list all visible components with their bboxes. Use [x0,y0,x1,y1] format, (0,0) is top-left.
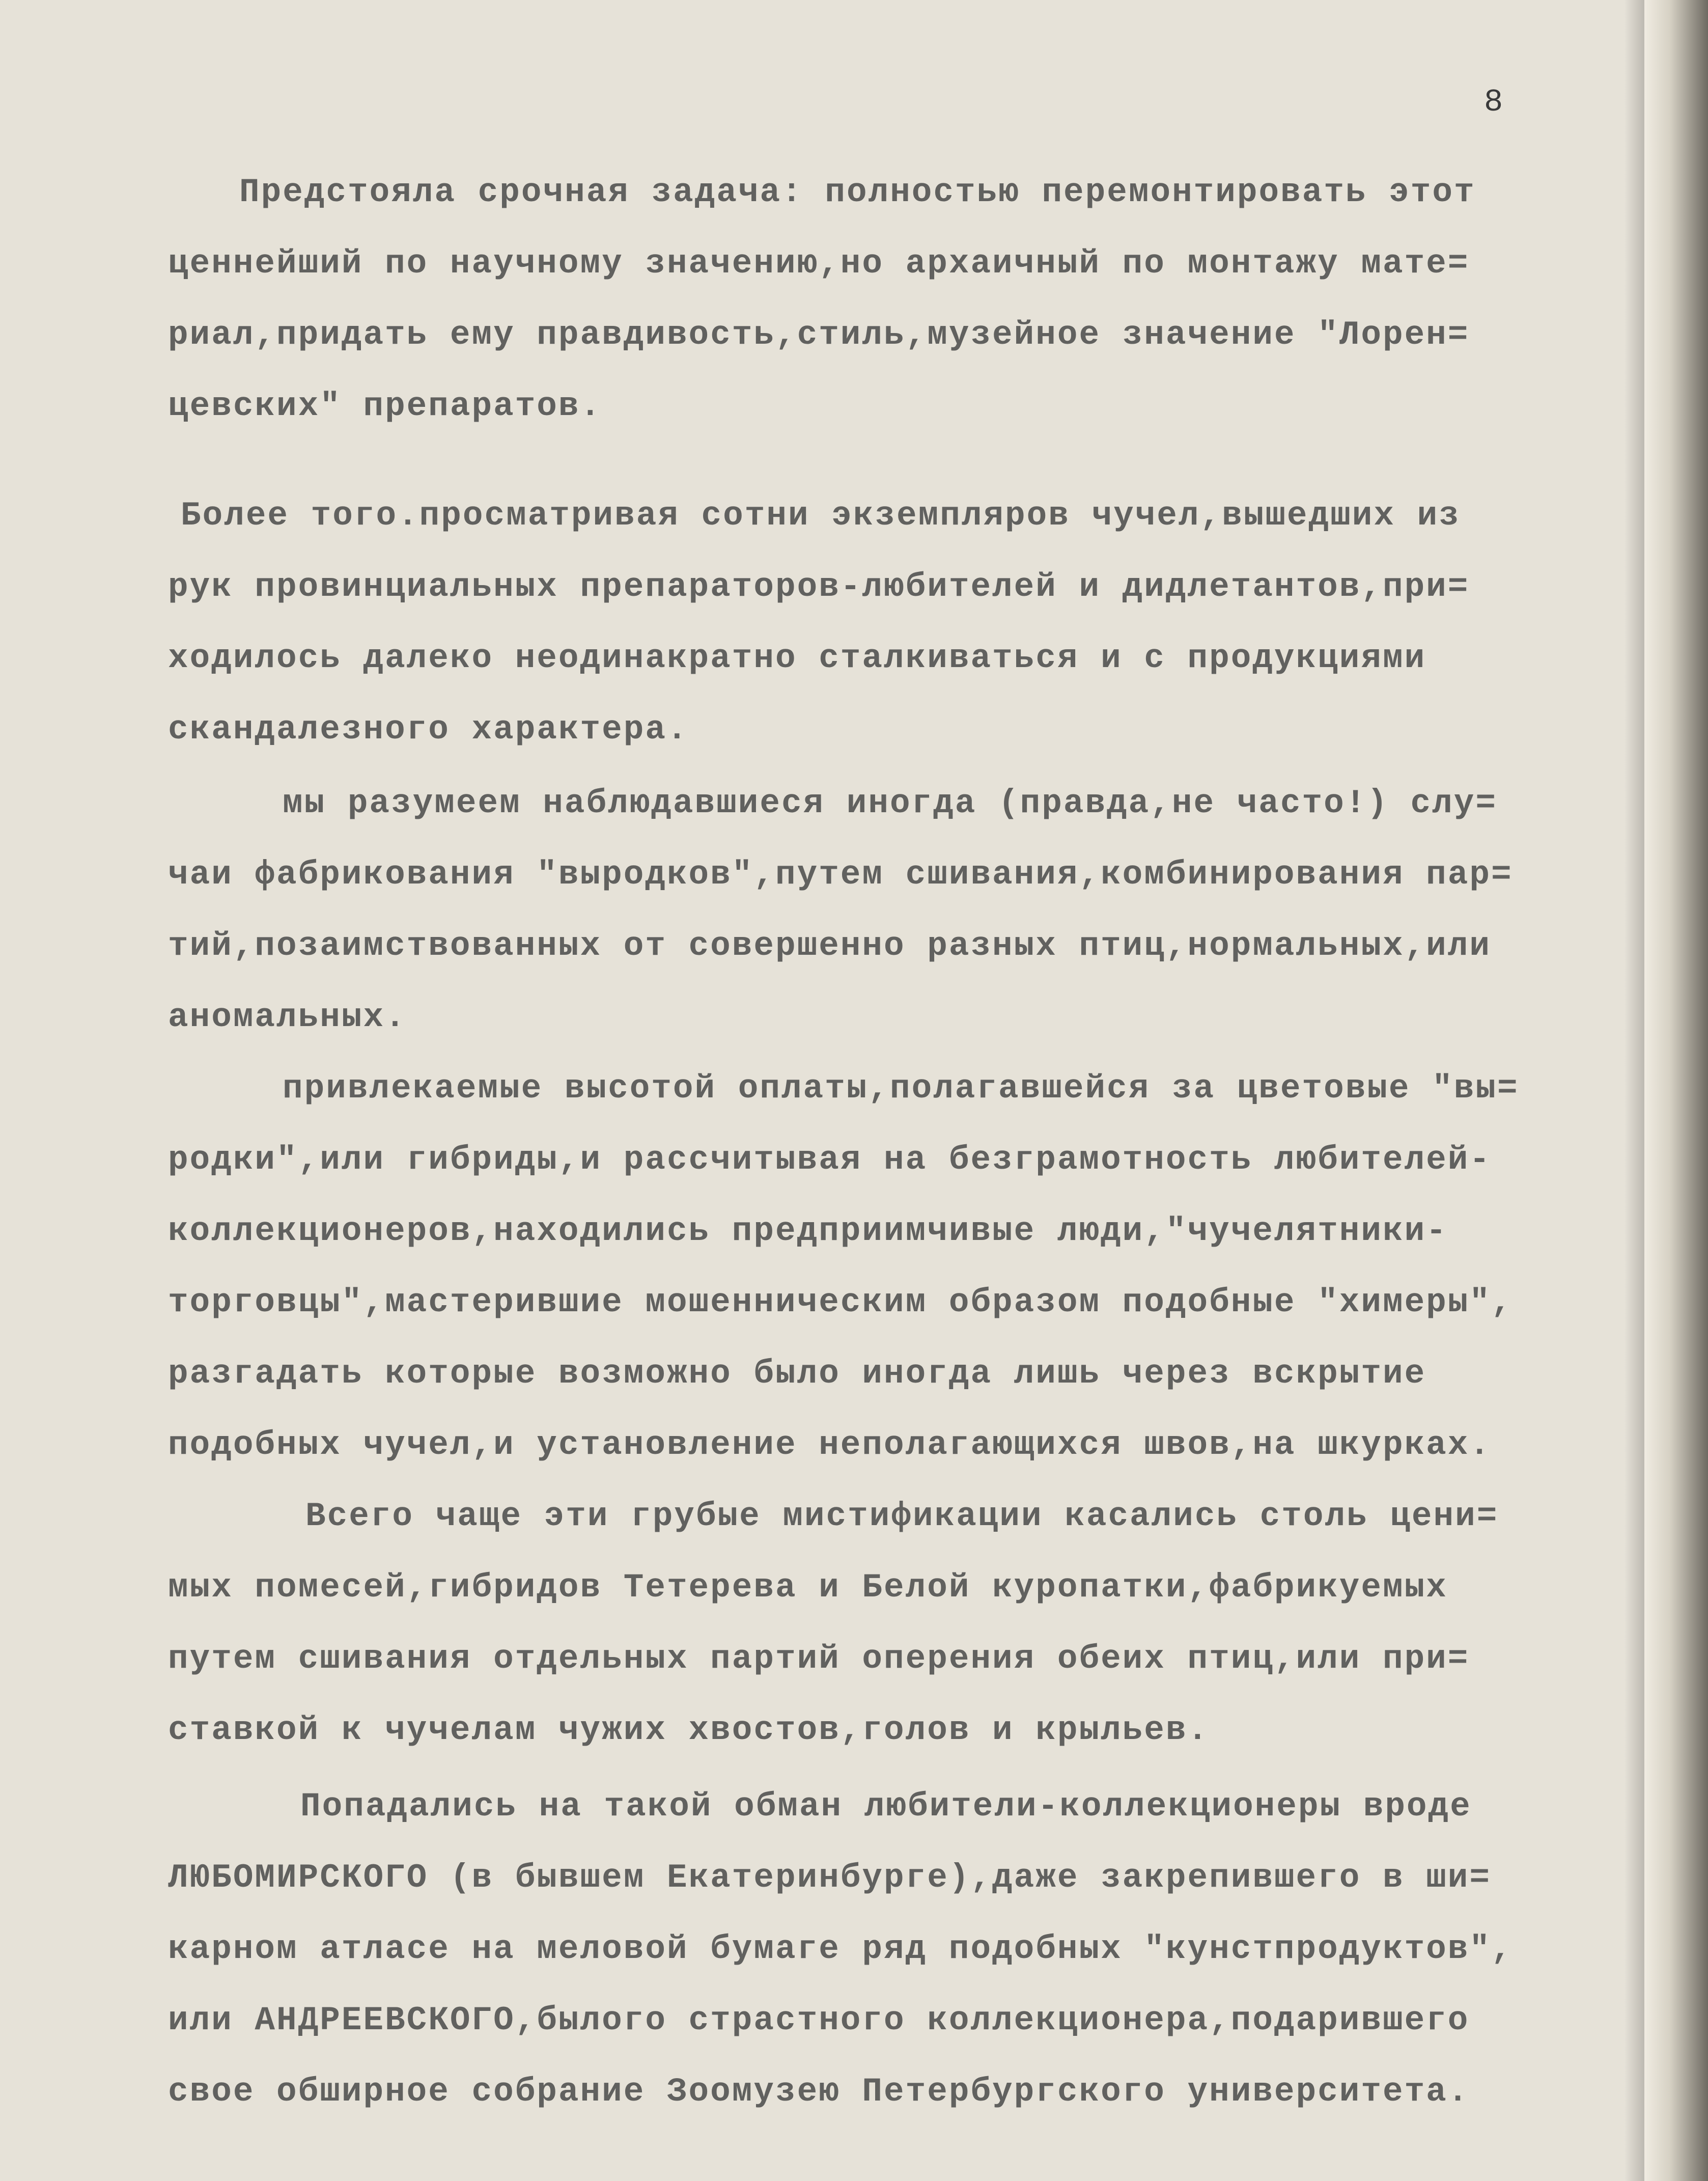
text-line: Предстояла срочная задача: полностью перемонтировать этот [239,173,1476,211]
page-number: 8 [1484,84,1503,120]
text-line: цевских" препаратов. [168,387,602,425]
page-stack-edge [1644,0,1708,2181]
text-line: скандалезного характера. [168,710,689,749]
text-line: чаи фабрикования "выродков",путем сшивания,комбинирования пар= [168,855,1513,894]
text-line: Всего чаще эти грубые мистификации касались столь цени= [305,1497,1499,1535]
text-line: рук провинциальных препараторов-любителей и дидлетантов,при= [168,568,1470,606]
text-line: аномальных. [168,998,407,1036]
text-line: родки",или гибриды,и рассчитывая на безграмотность любителей- [168,1141,1491,1179]
text-line: торговцы",мастерившие мошенническим образом подобные "химеры", [168,1283,1513,1321]
text-line: Попадались на такой обман любители-коллекционеры вроде [300,1787,1472,1826]
text-line: карном атласе на меловой бумаге ряд подобных "кунстпродуктов", [168,1930,1513,1968]
text-line: мых помесей,гибридов Тетерева и Белой куропатки,фабрикуемых [168,1568,1448,1607]
text-line: тий,позаимствованных от совершенно разных птиц,нормальных,или [168,927,1491,965]
text-line: свое обширное собрание Зоомузею Петербургского университета. [168,2073,1470,2111]
text-line: путем сшивания отдельных партий оперения обеих птиц,или при= [168,1640,1470,1678]
text-line: Более того.просматривая сотни экземпляров чучел,вышедших из [181,496,1461,535]
text-line: привлекаемые высотой оплаты,полагавшейся за цветовые "вы= [283,1069,1519,1108]
text-line: или АНДРЕЕВСКОГО,былого страстного коллекционера,подарившего [168,2001,1470,2039]
page-edge-shadow [1624,0,1644,2181]
text-line: коллекционеров,находились предприимчивые люди,"чучелятники- [168,1212,1448,1250]
text-line: ЛЮБОМИРСКОГО (в бывшем Екатеринбурге),даже закрепившего в ши= [168,1859,1491,1897]
text-line: ценнейший по научному значению,но архаичный по монтажу мате= [168,244,1470,283]
text-line: мы разумеем наблюдавшиеся иногда (правда,не часто!) слу= [283,784,1497,822]
text-line: ставкой к чучелам чужих хвостов,голов и крыльев. [168,1711,1210,1749]
text-line: подобных чучел,и установление неполагающихся швов,на шкурках. [168,1426,1491,1464]
text-line: разгадать которые возможно было иногда лишь через вскрытие [168,1355,1426,1393]
text-line: риал,придать ему правдивость,стиль,музейное значение "Лорен= [168,316,1470,354]
text-line: ходилось далеко неодинакратно сталкиваться и с продукциями [168,639,1426,677]
